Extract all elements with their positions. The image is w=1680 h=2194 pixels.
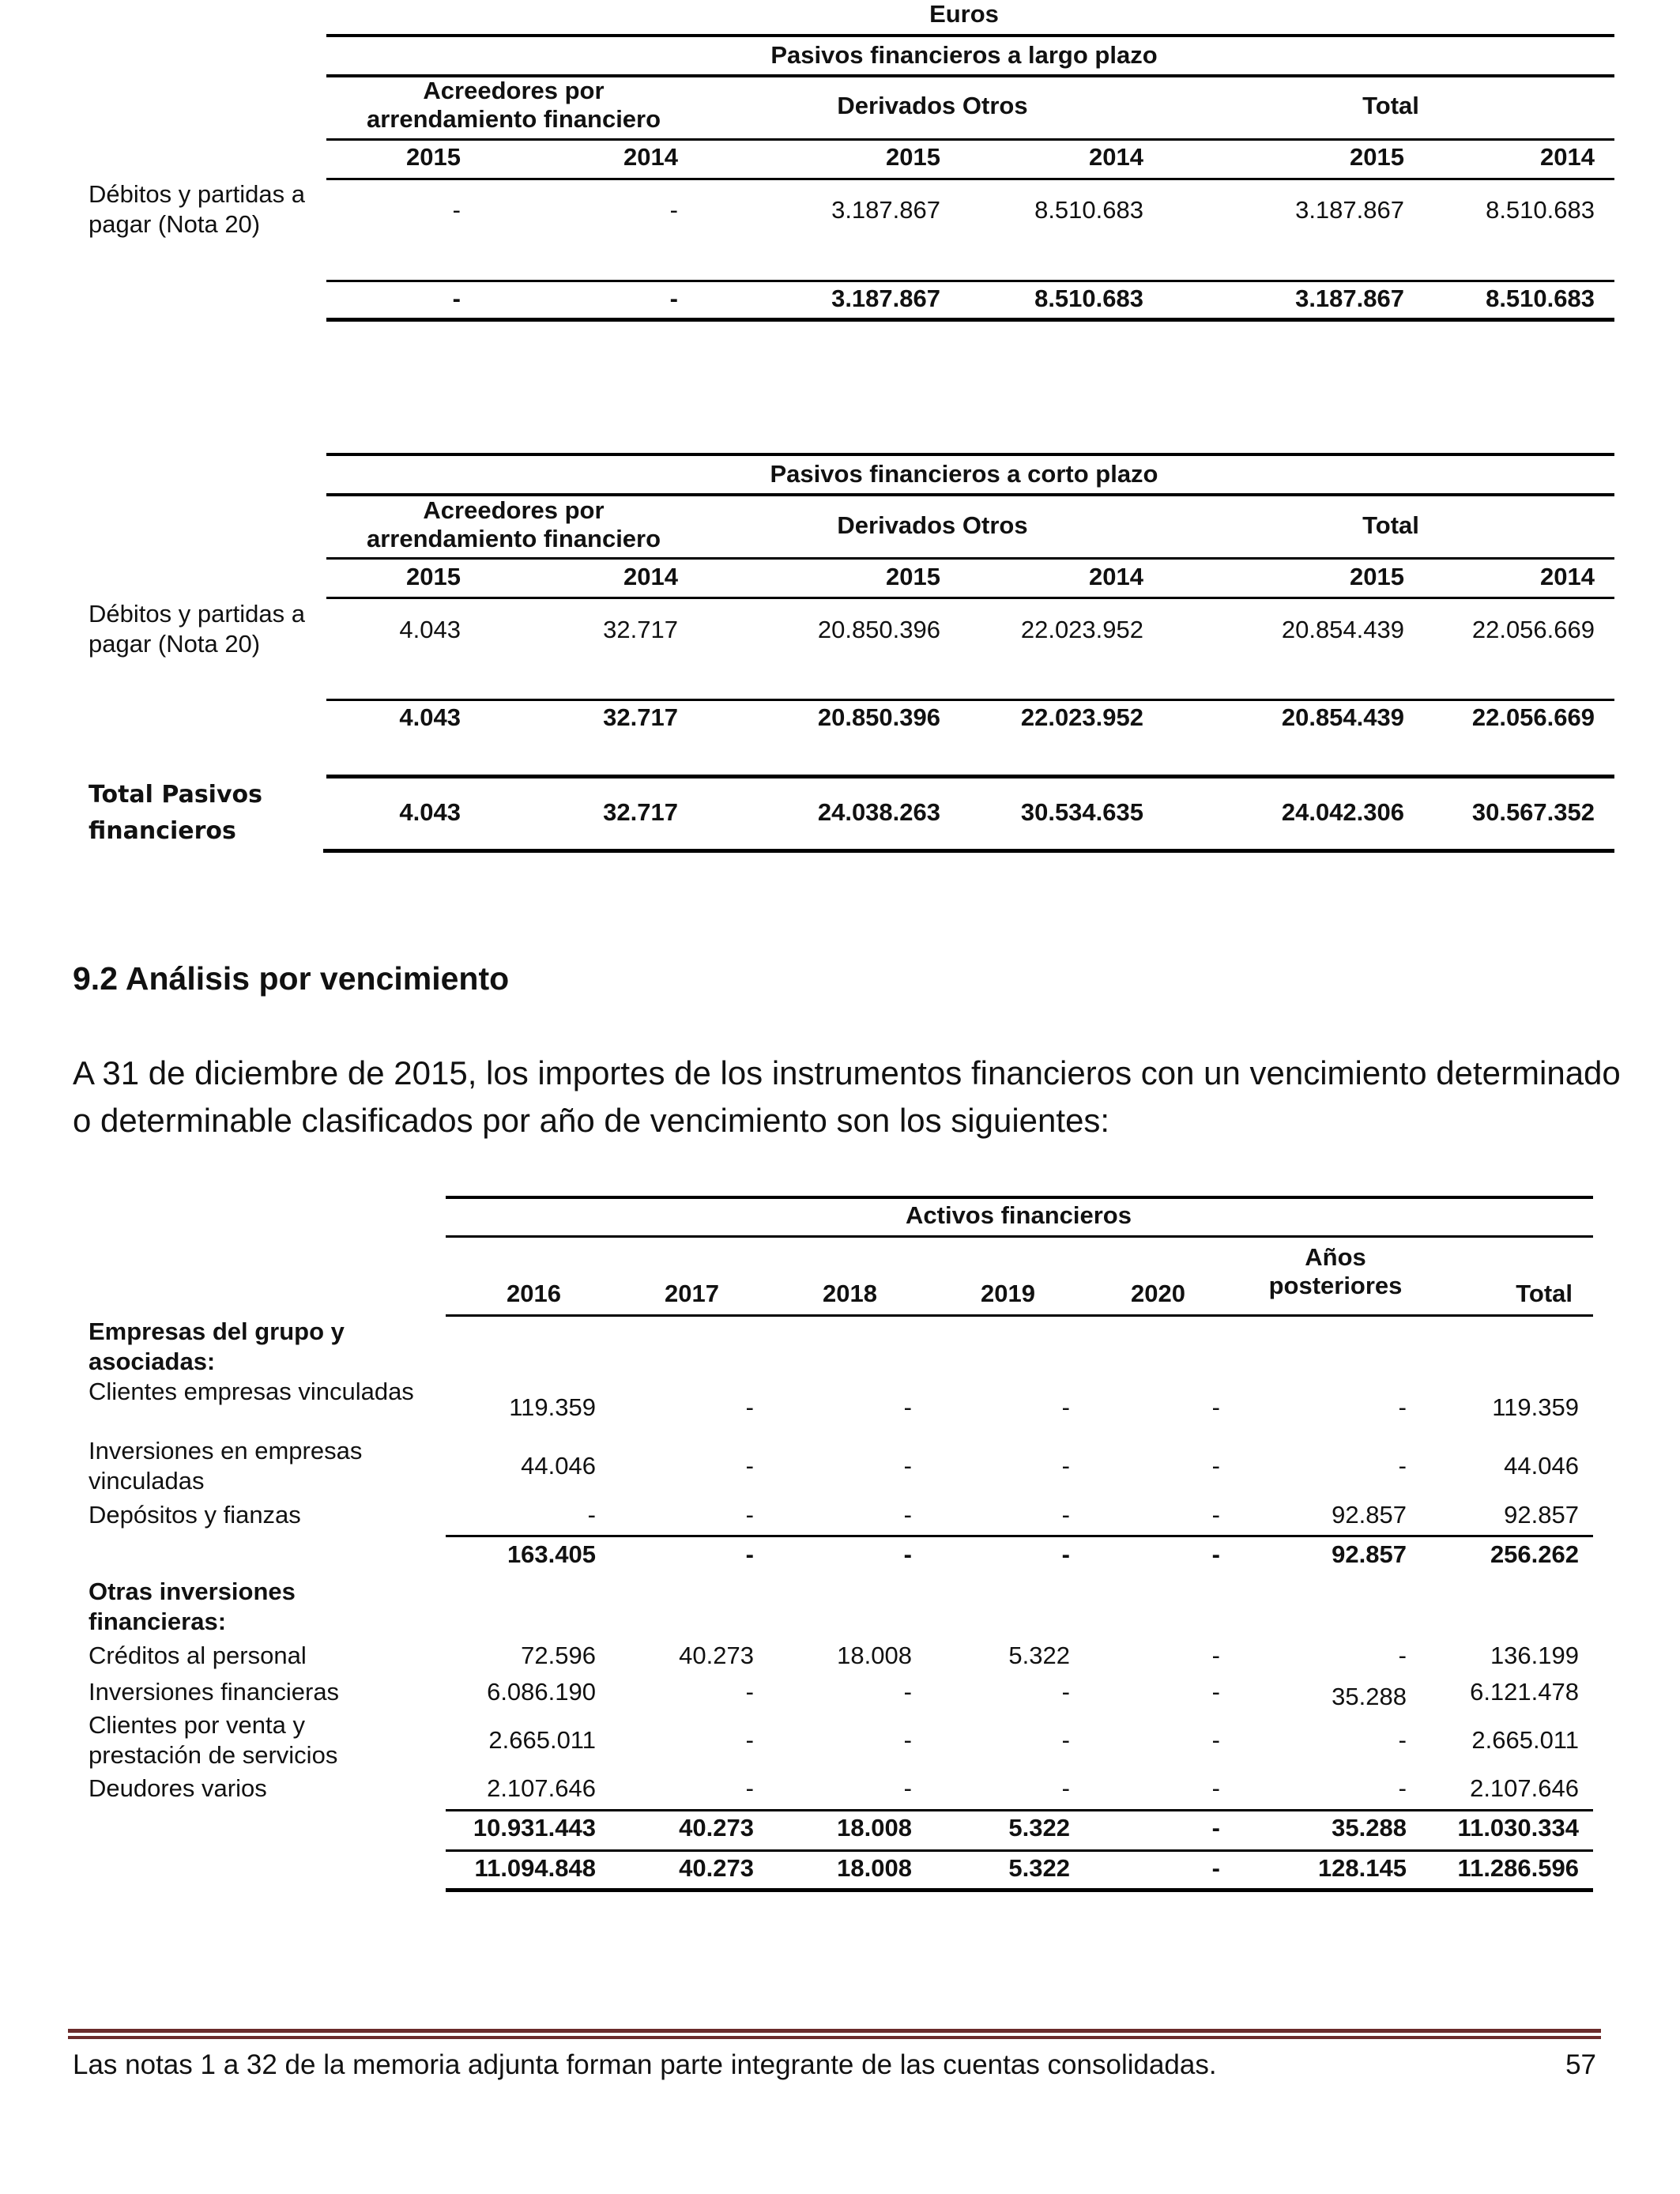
cell: - (903, 1501, 912, 1529)
year-header: 2014 (623, 143, 678, 171)
cell: - (903, 1678, 912, 1706)
cell: - (1398, 1452, 1407, 1480)
column-header: 2017 (665, 1280, 719, 1307)
cell: 2.107.646 (1470, 1774, 1579, 1802)
total-cell: 22.056.669 (1471, 703, 1595, 731)
cell: 22.023.952 (1020, 616, 1143, 643)
rule (323, 849, 1614, 853)
year-header: 2014 (1540, 143, 1595, 171)
cell: - (1211, 1501, 1220, 1529)
cell: 4.043 (399, 616, 461, 643)
row-label: Inversiones financieras (89, 1678, 340, 1706)
group-header-acreedores: Acreedores por arrendamiento financiero (366, 496, 661, 552)
row-label: Deudores varios (89, 1774, 267, 1802)
cell: - (903, 1774, 912, 1802)
subtotal-cell: - (903, 1540, 912, 1568)
cell: 6.121.478 (1470, 1678, 1579, 1706)
column-header: Años posteriores (1268, 1243, 1403, 1299)
subtotal-cell: 35.288 (1332, 1814, 1407, 1842)
cell: - (745, 1678, 754, 1706)
rule (326, 34, 1614, 37)
rule (326, 597, 1614, 599)
footer-rule (68, 2036, 1601, 2039)
year-header: 2014 (1089, 563, 1143, 590)
footer-rule (68, 2029, 1601, 2033)
subtotal-cell: 92.857 (1332, 1540, 1407, 1568)
cell: 119.359 (1492, 1393, 1579, 1421)
cell: - (1061, 1501, 1070, 1529)
year-header: 2015 (406, 563, 461, 590)
grand-total-cell: 32.717 (603, 798, 678, 826)
row-label: Clientes empresas vinculadas (89, 1378, 414, 1405)
cell: - (669, 196, 678, 224)
cell: - (745, 1726, 754, 1754)
total-cell: 20.850.396 (817, 703, 940, 731)
group-label: Empresas del grupo y asociadas: (89, 1318, 345, 1375)
cell: 72.596 (521, 1642, 596, 1669)
grand-total-cell: 5.322 (1008, 1854, 1070, 1882)
cell: 40.273 (679, 1642, 754, 1669)
cell: 35.288 (1332, 1683, 1407, 1710)
total-cell: 32.717 (603, 703, 678, 731)
row-label: Débitos y partidas a pagar (Nota 20) (89, 600, 305, 658)
subtotal-cell: 40.273 (679, 1814, 754, 1842)
group-label: Otras inversiones financieras: (89, 1578, 296, 1635)
subtotal-cell: - (1211, 1540, 1220, 1568)
grand-total-cell: 30.567.352 (1471, 798, 1595, 826)
table-title: Pasivos financieros a largo plazo (770, 41, 1158, 69)
total-cell: - (669, 285, 678, 312)
cell: 2.107.646 (487, 1774, 596, 1802)
total-cell: 3.187.867 (831, 285, 940, 312)
subtotal-cell: - (1211, 1814, 1220, 1842)
grand-total-label: Total Pasivos financieros (89, 781, 262, 845)
total-cell: 8.510.683 (1486, 285, 1595, 312)
group-header-total: Total (1362, 92, 1419, 119)
rule (446, 1235, 1593, 1238)
year-header: 2015 (1350, 563, 1404, 590)
grand-total-cell: - (1211, 1854, 1220, 1882)
year-header: 2015 (886, 563, 940, 590)
cell: - (1398, 1774, 1407, 1802)
grand-total-cell: 4.043 (399, 798, 461, 826)
rule (326, 280, 1614, 282)
cell: - (1061, 1774, 1070, 1802)
cell: - (1061, 1678, 1070, 1706)
cell: - (452, 196, 461, 224)
group-header-derivados: Derivados Otros (837, 92, 1028, 119)
rule (326, 557, 1614, 560)
subtotal-cell: 10.931.443 (473, 1814, 596, 1842)
column-header: 2019 (981, 1280, 1035, 1307)
total-cell: - (452, 285, 461, 312)
year-header: 2014 (623, 563, 678, 590)
cell: 92.857 (1332, 1501, 1407, 1529)
rule (446, 1314, 1593, 1317)
subtotal-cell: 5.322 (1008, 1814, 1070, 1842)
grand-total-cell: 24.042.306 (1281, 798, 1404, 826)
row-label: Clientes por venta y prestación de servicios (89, 1711, 338, 1769)
cell: 3.187.867 (831, 196, 940, 224)
group-header-derivados: Derivados Otros (837, 511, 1028, 539)
grand-total-cell: 40.273 (679, 1854, 754, 1882)
cell: - (1211, 1678, 1220, 1706)
cell: 44.046 (521, 1452, 596, 1480)
group-header-total: Total (1362, 511, 1419, 539)
grand-total-cell: 18.008 (837, 1854, 912, 1882)
rule (326, 138, 1614, 141)
grand-total-cell: 30.534.635 (1020, 798, 1143, 826)
cell: - (1211, 1452, 1220, 1480)
cell: - (745, 1452, 754, 1480)
cell: 44.046 (1504, 1452, 1579, 1480)
rule (326, 318, 1614, 322)
footer-note: Las notas 1 a 32 de la memoria adjunta forman parte integrante de las cuentas consolidadas. (73, 2049, 1217, 2080)
cell: 20.854.439 (1281, 616, 1404, 643)
cell: 8.510.683 (1486, 196, 1595, 224)
cell: - (587, 1501, 596, 1529)
cell: - (1211, 1774, 1220, 1802)
grand-total-cell: 24.038.263 (817, 798, 940, 826)
year-header: 2014 (1540, 563, 1595, 590)
table-title: Activos financieros (906, 1201, 1132, 1229)
rule (446, 1809, 1593, 1811)
cell: 3.187.867 (1295, 196, 1404, 224)
year-header: 2015 (886, 143, 940, 171)
subtotal-cell: 163.405 (507, 1540, 596, 1568)
subtotal-cell: - (745, 1540, 754, 1568)
column-header: 2016 (507, 1280, 561, 1307)
total-cell: 3.187.867 (1295, 285, 1404, 312)
cell: 2.665.011 (1471, 1726, 1579, 1754)
grand-total-cell: 128.145 (1317, 1854, 1407, 1882)
cell: - (1398, 1726, 1407, 1754)
cell: 18.008 (837, 1642, 912, 1669)
rule (326, 178, 1614, 180)
cell: - (1211, 1393, 1220, 1421)
cell: - (745, 1774, 754, 1802)
cell: - (1211, 1642, 1220, 1669)
rule (446, 1196, 1593, 1199)
row-label: Débitos y partidas a pagar (Nota 20) (89, 180, 305, 238)
total-cell: 8.510.683 (1034, 285, 1143, 312)
grand-total-cell: 11.094.848 (474, 1854, 596, 1882)
total-cell: 22.023.952 (1020, 703, 1143, 731)
rule (326, 699, 1614, 701)
cell: 22.056.669 (1471, 616, 1595, 643)
year-header: 2015 (406, 143, 461, 171)
row-label: Créditos al personal (89, 1642, 307, 1669)
cell: - (1061, 1726, 1070, 1754)
subtotal-cell: 256.262 (1490, 1540, 1579, 1568)
cell: 136.199 (1490, 1642, 1579, 1669)
row-label: Depósitos y fianzas (89, 1501, 301, 1529)
cell: - (1398, 1642, 1407, 1669)
year-header: 2014 (1089, 143, 1143, 171)
rule (446, 1849, 1593, 1852)
subtotal-cell: - (1061, 1540, 1070, 1568)
subtotal-cell: 11.030.334 (1457, 1814, 1579, 1842)
rule (326, 453, 1614, 456)
total-cell: 4.043 (399, 703, 461, 731)
cell: - (903, 1393, 912, 1421)
cell: 8.510.683 (1034, 196, 1143, 224)
column-header: 2020 (1131, 1280, 1185, 1307)
section-paragraph: A 31 de diciembre de 2015, los importes de los instrumentos financieros con un vencimiento determinado o determinable clasificados por año de vencimiento son los siguientes: (73, 1054, 1621, 1139)
cell: 119.359 (509, 1393, 596, 1421)
cell: 20.850.396 (817, 616, 940, 643)
cell: - (1211, 1726, 1220, 1754)
cell: 5.322 (1008, 1642, 1070, 1669)
cell: 2.665.011 (488, 1726, 596, 1754)
cell: - (903, 1726, 912, 1754)
rule (446, 1888, 1593, 1892)
cell: 92.857 (1504, 1501, 1579, 1529)
grand-total-cell: 11.286.596 (1457, 1854, 1579, 1882)
total-cell: 20.854.439 (1281, 703, 1404, 731)
table-title: Pasivos financieros a corto plazo (770, 460, 1158, 488)
cell: - (1061, 1452, 1070, 1480)
row-label: Inversiones en empresas vinculadas (89, 1437, 363, 1495)
rule (326, 775, 1614, 778)
section-heading: 9.2 Análisis por vencimiento (73, 960, 510, 997)
cell: - (745, 1393, 754, 1421)
year-header: 2015 (1350, 143, 1404, 171)
cell: - (1398, 1393, 1407, 1421)
cell: 6.086.190 (487, 1678, 596, 1706)
cell: - (903, 1452, 912, 1480)
column-header: Total (1516, 1280, 1573, 1307)
cell: - (745, 1501, 754, 1529)
cell: - (1061, 1393, 1070, 1421)
page-number: 57 (1565, 2049, 1596, 2080)
cell: 32.717 (603, 616, 678, 643)
group-header-acreedores: Acreedores por arrendamiento financiero (366, 77, 661, 133)
subtotal-cell: 18.008 (837, 1814, 912, 1842)
column-header: 2018 (823, 1280, 877, 1307)
currency-header: Euros (929, 0, 999, 28)
rule (446, 1535, 1593, 1537)
